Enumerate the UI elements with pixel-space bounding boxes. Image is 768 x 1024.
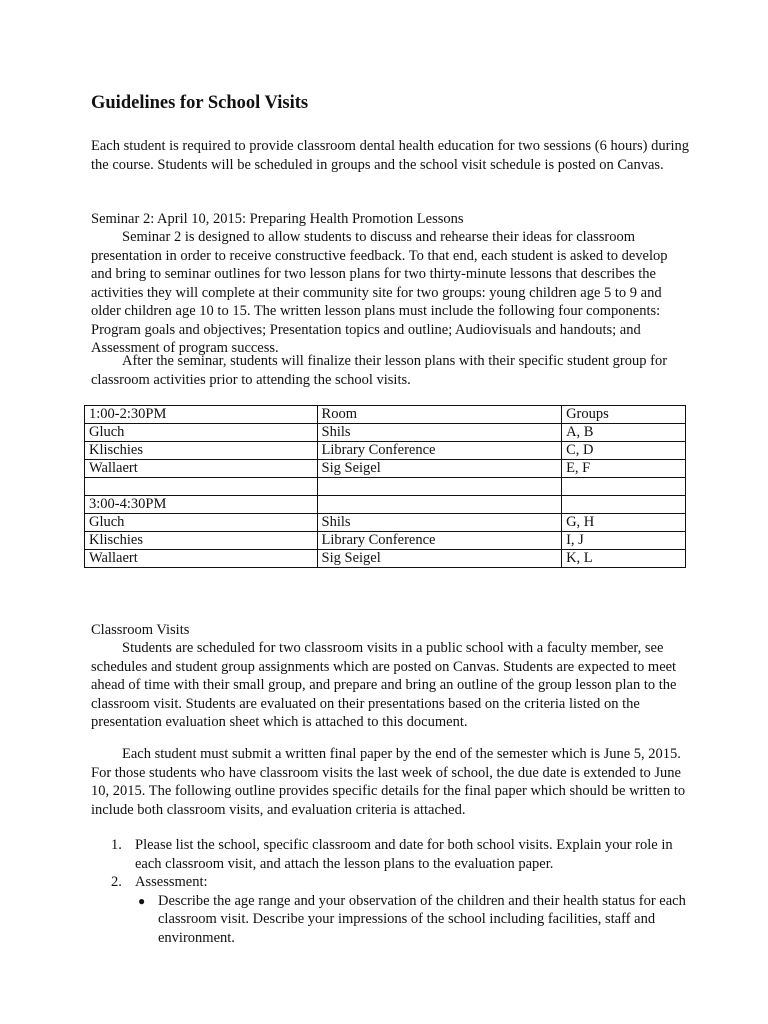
seminar-after-paragraph: After the seminar, students will finalize their lesson plans with their specific student group for classroom activities prior to attending the school visits. [91, 353, 668, 388]
bullet-text: Describe the age range and your observation of the children and their health status for each classroom visit. Describe your impressions of the school including facilities, staff and environment. [158, 892, 686, 946]
assessment-bullet-list [135, 892, 691, 948]
seminar-paragraph: Seminar 2 is designed to allow students to discuss and rehearse their ideas for classroom presentation in order to receive constructive feedback. To that end, each student is asked to develop and bring to seminar outlines for two lesson plans for two thirty-minute lessons that describes the activities they will complete at their community site for two groups: young children age 5 to 9 and older children age 10 to 15. The written lesson plans must include the following four components: Program goals and objectives; Presentation topics and outline; Audiovisuals and handouts; and Assessment of program success. [91, 229, 668, 356]
schedule-cell: Klischies [85, 442, 318, 460]
final-paper-paragraph: Each student must submit a written final paper by the end of the semester which is June 5, 2015. For those students who have classroom visits the last week of school, the due date is extended to June 10, 2015. The following outline provides specific details for the final paper which should be written to include both classroom visits, and evaluation criteria is attached. [91, 746, 686, 818]
schedule-row [85, 406, 686, 424]
schedule-cell: 1:00-2:30PM [85, 406, 318, 424]
bullet-icon: ● [138, 893, 146, 908]
schedule-cell: Shils [317, 424, 562, 442]
schedule-cell: Gluch [85, 424, 318, 442]
schedule-cell [317, 478, 562, 496]
schedule-row [85, 532, 686, 550]
schedule-row [85, 514, 686, 532]
classroom-visits-heading: Classroom Visits [91, 622, 190, 638]
schedule-cell: G, H [562, 514, 686, 532]
schedule-table-body [85, 406, 686, 568]
outline-list [91, 836, 691, 947]
outline-item-text: Please list the school, specific classroom and date for both school visits. Explain your role in each classroom visit, and attach the lesson plans to the evaluation paper. [135, 837, 673, 872]
schedule-cell: Groups [562, 406, 686, 424]
schedule-cell: Library Conference [317, 442, 562, 460]
schedule-cell: I, J [562, 532, 686, 550]
schedule-cell: Sig Seigel [317, 550, 562, 568]
schedule-row [85, 424, 686, 442]
outline-item [91, 836, 691, 873]
intro-paragraph: Each student is required to provide classroom dental health education for two sessions (6 hours) during the course. Students will be scheduled in groups and the school visit schedule is posted on Canvas. [91, 138, 689, 173]
schedule-cell: 3:00-4:30PM [85, 496, 318, 514]
schedule-row [85, 496, 686, 514]
classroom-visits-paragraph: Students are scheduled for two classroom visits in a public school with a faculty member, see schedules and student group assignments which are posted on Canvas. Students are expected to meet ahead of time with their small group, and prepare and bring an outline of the group lesson plan to the classroom visit. Students are evaluated on their presentations based on the criteria listed on the presentation evaluation sheet which is attached to this document. [91, 640, 677, 730]
schedule-row [85, 460, 686, 478]
schedule-cell [562, 496, 686, 514]
schedule-cell: K, L [562, 550, 686, 568]
schedule-cell: Room [317, 406, 562, 424]
schedule-row [85, 478, 686, 496]
bullet-item [135, 892, 691, 948]
schedule-cell: A, B [562, 424, 686, 442]
schedule-cell: Klischies [85, 532, 318, 550]
schedule-cell: Wallaert [85, 460, 318, 478]
schedule-row [85, 550, 686, 568]
schedule-cell [85, 478, 318, 496]
schedule-cell: Library Conference [317, 532, 562, 550]
page-title: Guidelines for School Visits [91, 93, 309, 113]
outline-item-text: Assessment: [135, 874, 208, 890]
schedule-cell [562, 478, 686, 496]
schedule-table [84, 405, 686, 568]
outline-item-number: 2. [111, 874, 122, 890]
schedule-cell: Wallaert [85, 550, 318, 568]
schedule-cell: Gluch [85, 514, 318, 532]
outline-item [91, 873, 691, 947]
schedule-cell: Shils [317, 514, 562, 532]
seminar-heading: Seminar 2: April 10, 2015: Preparing Health Promotion Lessons [91, 211, 464, 227]
schedule-cell [317, 496, 562, 514]
schedule-row [85, 442, 686, 460]
outline-item-number: 1. [111, 837, 122, 853]
schedule-cell: E, F [562, 460, 686, 478]
schedule-cell: C, D [562, 442, 686, 460]
schedule-cell: Sig Seigel [317, 460, 562, 478]
